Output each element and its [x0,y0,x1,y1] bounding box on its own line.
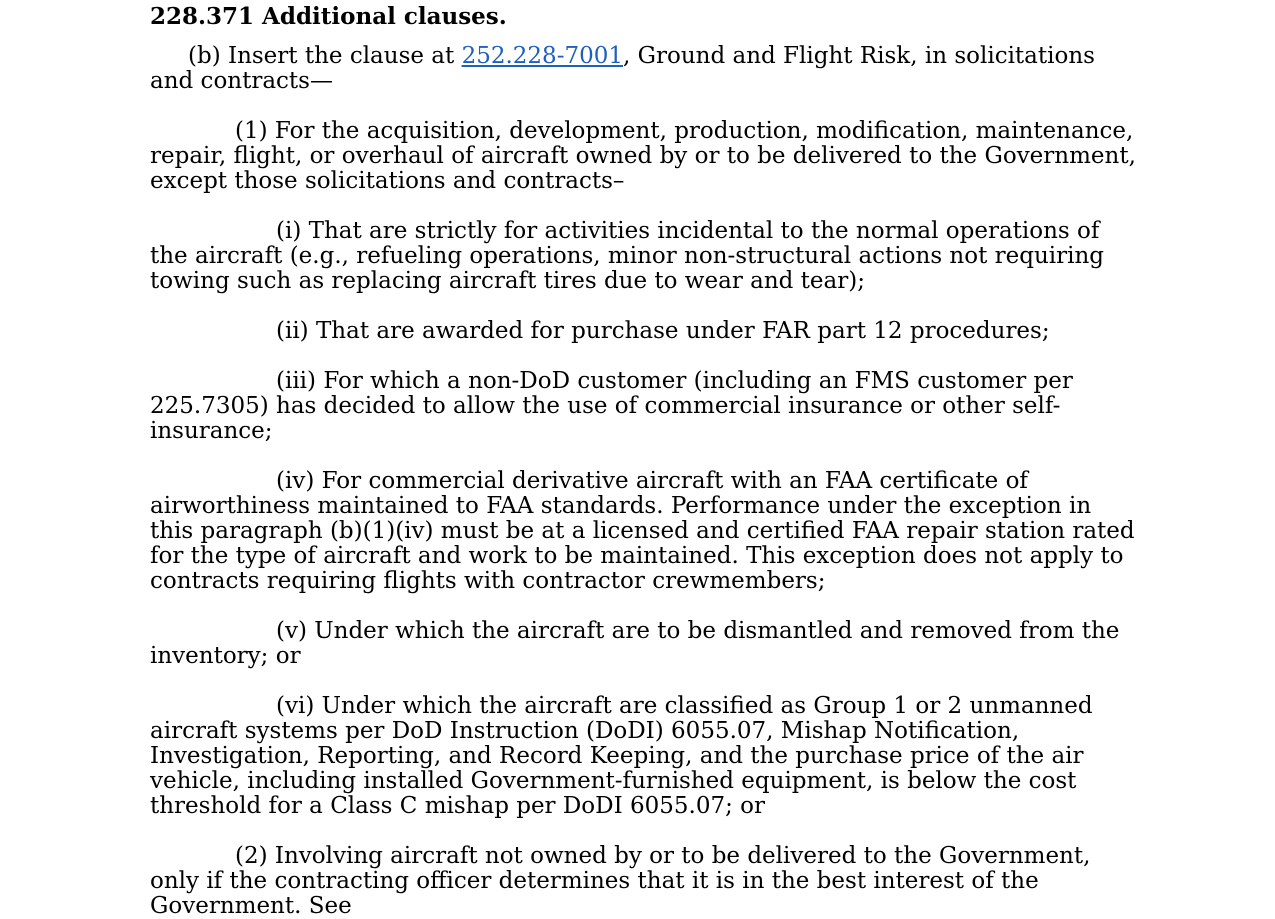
paragraph-b-1-v: (v) Under which the aircraft are to be dismantled and removed from the inventory; or [150,618,1120,669]
spacer [150,344,1140,369]
spacer [150,294,1140,319]
paragraph-b-1-vi: (vi) Under which the aircraft are classified as Group 1 or 2 unmanned aircraft systems per DoD Instruction (DoDI) 6055.07, Mishap Notification, Investigation, Reporting, and Record Keeping, and the purchase price of the air vehicle, including installed Government-furnished equipment, is below the cost threshold for a Class C mishap per DoDI 6055.07; or [150,693,1093,819]
spacer [150,94,1140,119]
paragraph-b-prefix: (b) Insert the clause at [188,43,462,69]
paragraph-b-suffix: , Ground and Flight Risk, in solicitations and contracts— [150,43,1095,94]
spacer [150,32,1140,42]
spacer [150,194,1140,219]
paragraph-b-1-i: (i) That are strictly for activities incidental to the normal operations of the aircraft (e.g., refueling operations, minor non-structural actions not requiring towing such as replacing aircraft tires due to wear and tear); [150,218,1105,294]
paragraph-b-1-ii: (ii) That are awarded for purchase under FAR part 12 procedures; [276,318,1050,344]
paragraph-b-1-iv: (iv) For commercial derivative aircraft with an FAA certificate of airworthiness maintained to FAA standards. Performance under the exception in this paragraph (b)(1)(iv) must be at a licensed and certified FAA repair station rated for the type of aircraft and work to be maintained. This exception does not apply to contracts requiring flights with contractor crewmembers; [150,468,1135,594]
paragraph-b-2: (2) Involving aircraft not owned by or to be delivered to the Government, only if the contracting officer determines that it is in the best interest of the Government. See [150,843,1091,919]
paragraph-b-1-iii: (iii) For which a non-DoD customer (including an FMS customer per 225.7305) has decided to allow the use of commercial insurance or other self-insurance; [150,368,1073,444]
spacer [150,669,1140,694]
spacer [150,819,1140,844]
paragraph-b [150,44,1140,94]
spacer [150,444,1140,469]
clause-link-252-228-7001[interactable]: 252.228-7001 [461,43,623,69]
paragraph-b-1: (1) For the acquisition, development, production, modification, maintenance, repair, flight, or overhaul of aircraft owned by or to be delivered to the Government, except those solicitations and contracts– [150,118,1136,194]
section-heading: 228.371 Additional clauses. [150,3,507,30]
spacer [150,594,1140,619]
document-page [150,4,1140,919]
